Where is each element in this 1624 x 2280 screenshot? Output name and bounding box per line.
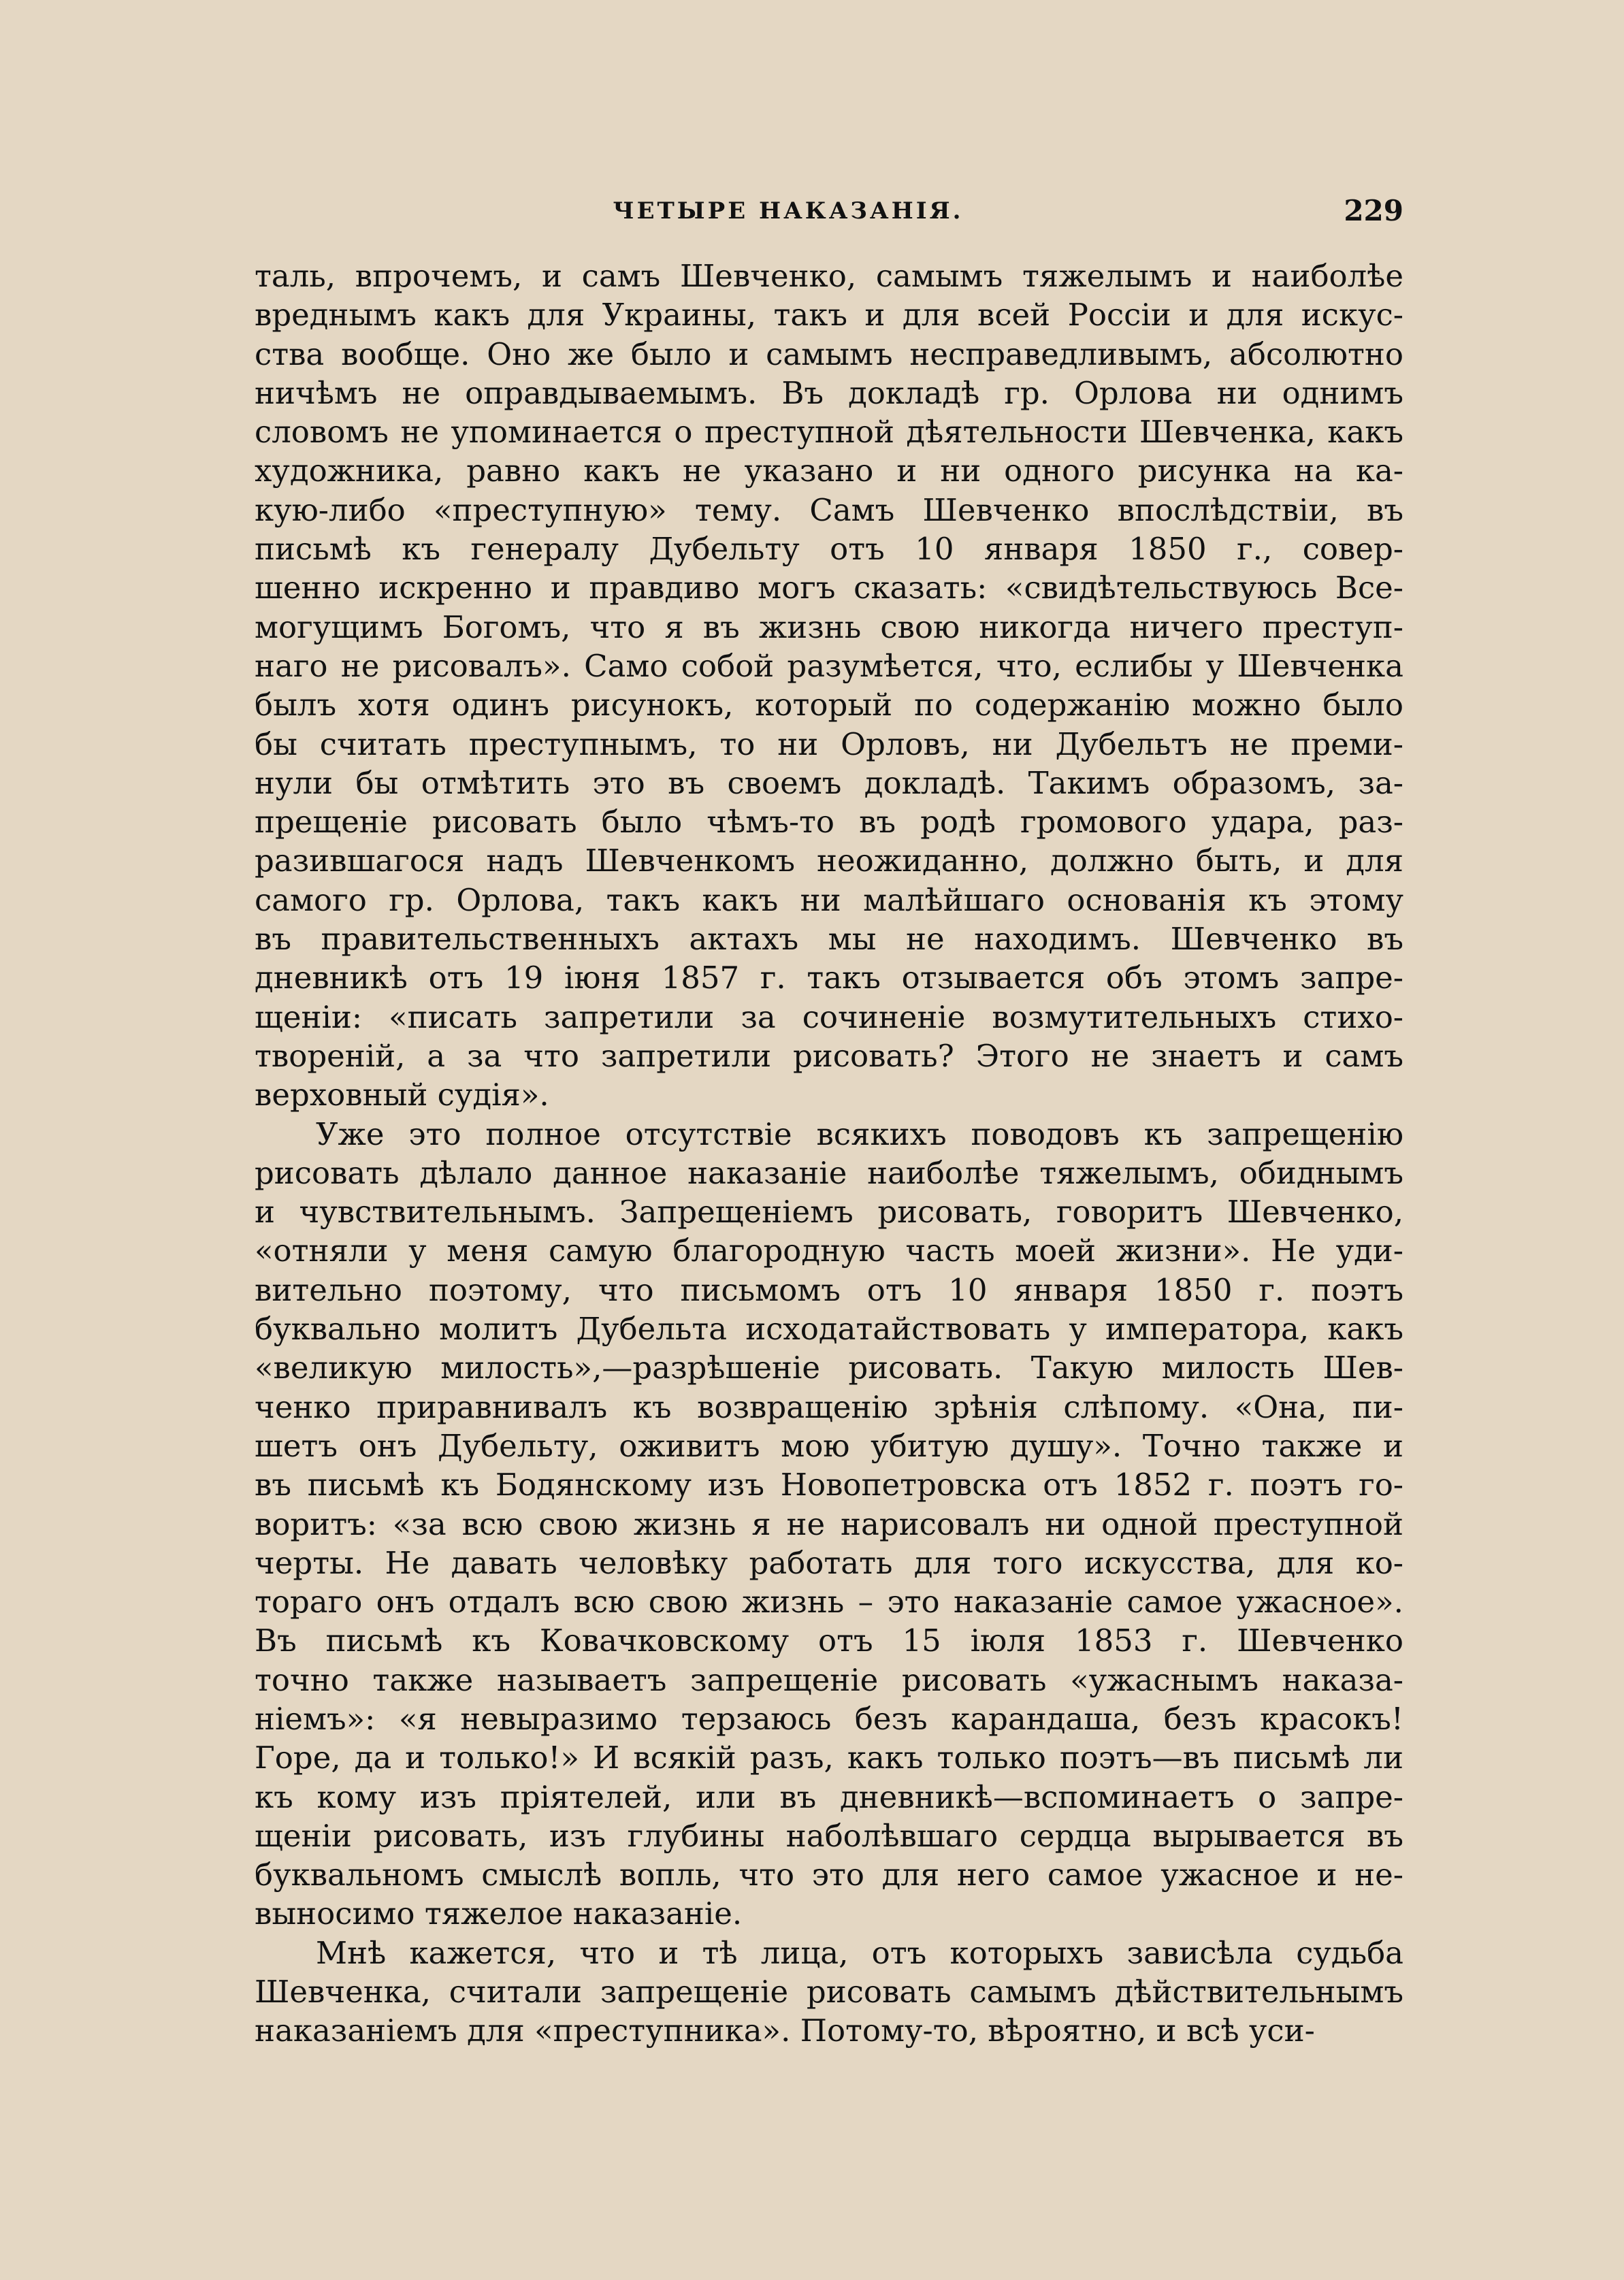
text-line: ничѣмъ не оправдываемымъ. Въ докладѣ гр. Орлова ни однимъ (255, 374, 1403, 411)
text-line: черты. Не давать человѣку работать для того искусства, для ко- (255, 1544, 1403, 1581)
text-line: ніемъ»: «я невыразимо терзаюсь безъ карандаша, безъ красокъ! (255, 1700, 1403, 1737)
text-line: твореній, а за что запретили рисовать? Этого не знаетъ и самъ (255, 1037, 1403, 1074)
text-line: таль, впрочемъ, и самъ Шевченко, самымъ тяжелымъ и наиболѣе (255, 258, 1403, 294)
text-line: самого гр. Орлова, такъ какъ ни малѣйшаго основанія къ этому (255, 881, 1403, 918)
text-line: Мнѣ кажется, что и тѣ лица, отъ которыхъ зависѣла судьба (316, 1934, 1403, 1971)
text-line: «отняли у меня самую благородную часть моей жизни». Не уди- (255, 1233, 1403, 1269)
text-line: могущимъ Богомъ, что я въ жизнь свою никогда ничего преступ- (255, 608, 1403, 645)
text-line: словомъ не упоминается о преступной дѣятельности Шевченка, какъ (255, 414, 1403, 451)
body-text (255, 257, 1403, 2051)
text-line: прещеніе рисовать было чѣмъ-то въ родѣ громового удара, раз- (255, 804, 1403, 841)
running-title: ЧЕТЫРЕ НАКАЗАНІЯ. (613, 197, 964, 225)
text-line: шетъ онъ Дубельту, оживитъ мою убитую душу». Точно также и (255, 1427, 1403, 1464)
text-line: въ правительственныхъ актахъ мы не находимъ. Шевченко въ (255, 921, 1403, 958)
text-line: ченко приравнивалъ къ возвращенію зрѣнія слѣпому. «Она, пи- (255, 1388, 1403, 1425)
text-line: письмѣ къ генералу Дубельту отъ 10 января 1850 г., совер- (255, 531, 1403, 568)
text-line: верховный судія». (255, 1077, 549, 1113)
text-line: художника, равно какъ не указано и ни одного рисунка на ка- (255, 453, 1403, 489)
text-line: въ письмѣ къ Бодянскому изъ Новопетровска отъ 1852 г. поэтъ го- (255, 1467, 1403, 1503)
text-line: вреднымъ какъ для Украины, такъ и для всей Россіи и для искус- (255, 297, 1403, 333)
text-line: выносимо тяжелое наказаніе. (255, 1895, 743, 1932)
text-line: дневникѣ отъ 19 іюня 1857 г. такъ отзывается объ этомъ запре- (255, 960, 1403, 996)
text-line: щеніи: «писать запретили за сочиненіе возмутительныхъ стихо- (255, 998, 1403, 1035)
book-page (255, 194, 1403, 2051)
text-line: къ кому изъ пріятелей, или въ дневникѣ—вспоминаетъ о запре- (255, 1778, 1403, 1815)
text-line: вительно поэтому, что письмомъ отъ 10 января 1850 г. поэтъ (255, 1271, 1403, 1308)
text-line: точно также называетъ запрещеніе рисовать «ужаснымъ наказа- (255, 1661, 1403, 1698)
paragraph (255, 1934, 1403, 2051)
text-line: и чувствительнымъ. Запрещеніемъ рисовать, говоритъ Шевченко, (255, 1194, 1403, 1231)
text-line: Въ письмѣ къ Ковачковскому отъ 15 іюля 1853 г. Шевченко (255, 1623, 1403, 1659)
page-number: 229 (1344, 194, 1403, 227)
text-line: ства вообще. Оно же было и самымъ несправедливымъ, абсолютно (255, 336, 1403, 372)
paragraph (255, 1115, 1403, 1934)
text-line: буквально молитъ Дубельта исходатайствовать у императора, какъ (255, 1311, 1403, 1348)
text-line: «великую милость»,—разрѣшеніе рисовать. Такую милость Шев- (255, 1350, 1403, 1386)
text-line: наказаніемъ для «преступника». Потому-то, вѣроятно, и всѣ уси- (255, 2013, 1315, 2049)
text-line: Шевченка, считали запрещеніе рисовать самымъ дѣйствительнымъ (255, 1974, 1403, 2010)
text-line: былъ хотя одинъ рисунокъ, который по содержанію можно было (255, 687, 1403, 723)
text-line: нули бы отмѣтить это въ своемъ докладѣ. Такимъ образомъ, за- (255, 764, 1403, 801)
text-line: буквальномъ смыслѣ вопль, что это для него самое ужасное и не- (255, 1857, 1403, 1893)
text-line: щеніи рисовать, изъ глубины наболѣвшаго сердца вырывается въ (255, 1817, 1403, 1854)
text-line: воритъ: «за всю свою жизнь я не нарисовалъ ни одной преступной (255, 1505, 1403, 1542)
text-line: кую-либо «преступную» тему. Самъ Шевченко впослѣдствіи, въ (255, 491, 1403, 528)
text-line: бы считать преступнымъ, то ни Орловъ, ни Дубельтъ не преми- (255, 726, 1403, 762)
paragraph (255, 257, 1403, 1115)
running-header (255, 194, 1403, 228)
text-line: рисовать дѣлало данное наказаніе наиболѣе тяжелымъ, обиднымъ (255, 1154, 1403, 1191)
text-line: наго не рисовалъ». Само собой разумѣется, что, еслибы у Шевченка (255, 647, 1403, 684)
text-line: тораго онъ отдалъ всю свою жизнь – это наказаніе самое ужасное». (255, 1584, 1403, 1621)
text-line: шенно искренно и правдиво могъ сказать: «свидѣтельствуюсь Все- (255, 570, 1403, 606)
text-line: разившагося надъ Шевченкомъ неожиданно, должно быть, и для (255, 843, 1403, 879)
text-line: Уже это полное отсутствіе всякихъ поводовъ къ запрещенію (316, 1115, 1403, 1152)
text-line: Горе, да и только!» И всякій разъ, какъ только поэтъ—въ письмѣ ли (255, 1740, 1403, 1776)
